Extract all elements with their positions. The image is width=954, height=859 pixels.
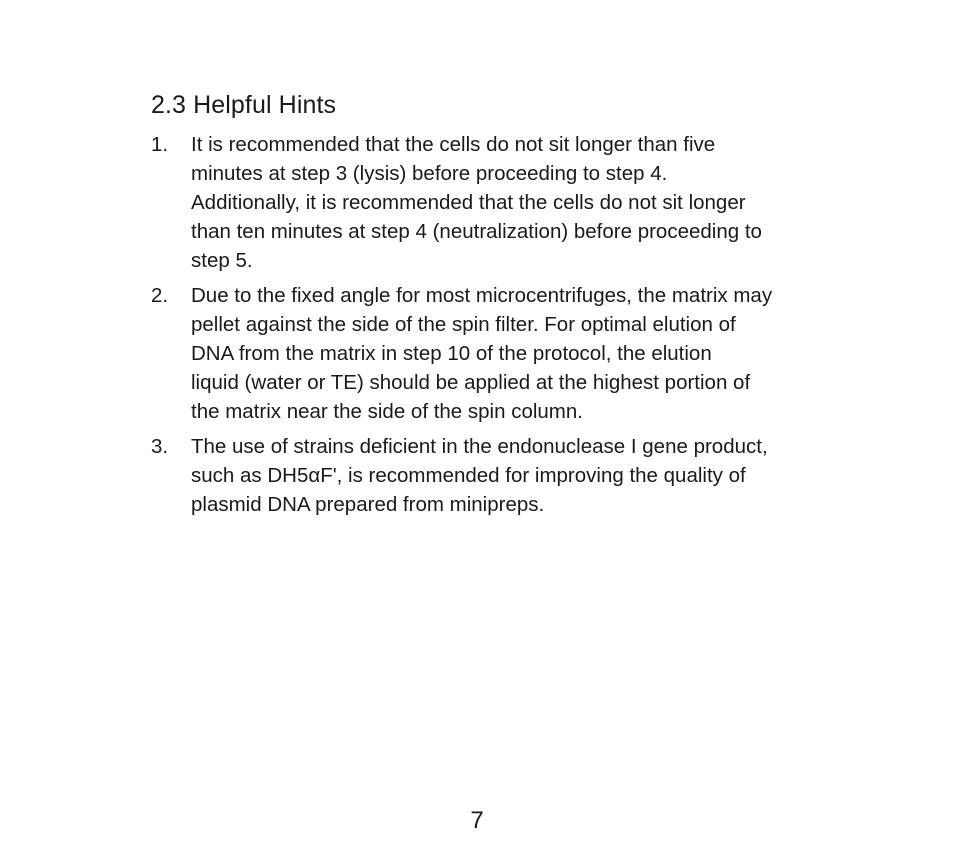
hint-item-3 <box>151 432 841 519</box>
hint-number: 3. <box>151 435 169 458</box>
hint-text: It is recommended that the cells do not sit longer than five minutes at step 3 (lysis) before proceeding to step 4. Additionally, it is recommended that the cells do not sit longer than ten minutes at step 4 (neutralization) before proceeding to step 5. <box>191 133 762 272</box>
section-heading: 2.3 Helpful Hints <box>151 91 337 119</box>
hint-text: Due to the fixed angle for most microcentrifuges, the matrix may pellet against the side of the spin filter. For optimal elution of DNA from the matrix in step 10 of the protocol, the elution liquid (water or TE) should be applied at the highest portion of the matrix near the side of the spin column. <box>191 284 773 423</box>
page-content <box>151 88 841 525</box>
hint-number: 2. <box>151 284 169 307</box>
hints-list <box>151 130 841 519</box>
hint-number: 1. <box>151 133 169 156</box>
page-number: 7 <box>470 807 484 834</box>
hint-item-2 <box>151 281 841 426</box>
hint-text: The use of strains deficient in the endonuclease I gene product, such as DH5αF', is recommended for improving the quality of plasmid DNA prepared from minipreps. <box>191 435 768 516</box>
hint-item-1 <box>151 130 841 275</box>
